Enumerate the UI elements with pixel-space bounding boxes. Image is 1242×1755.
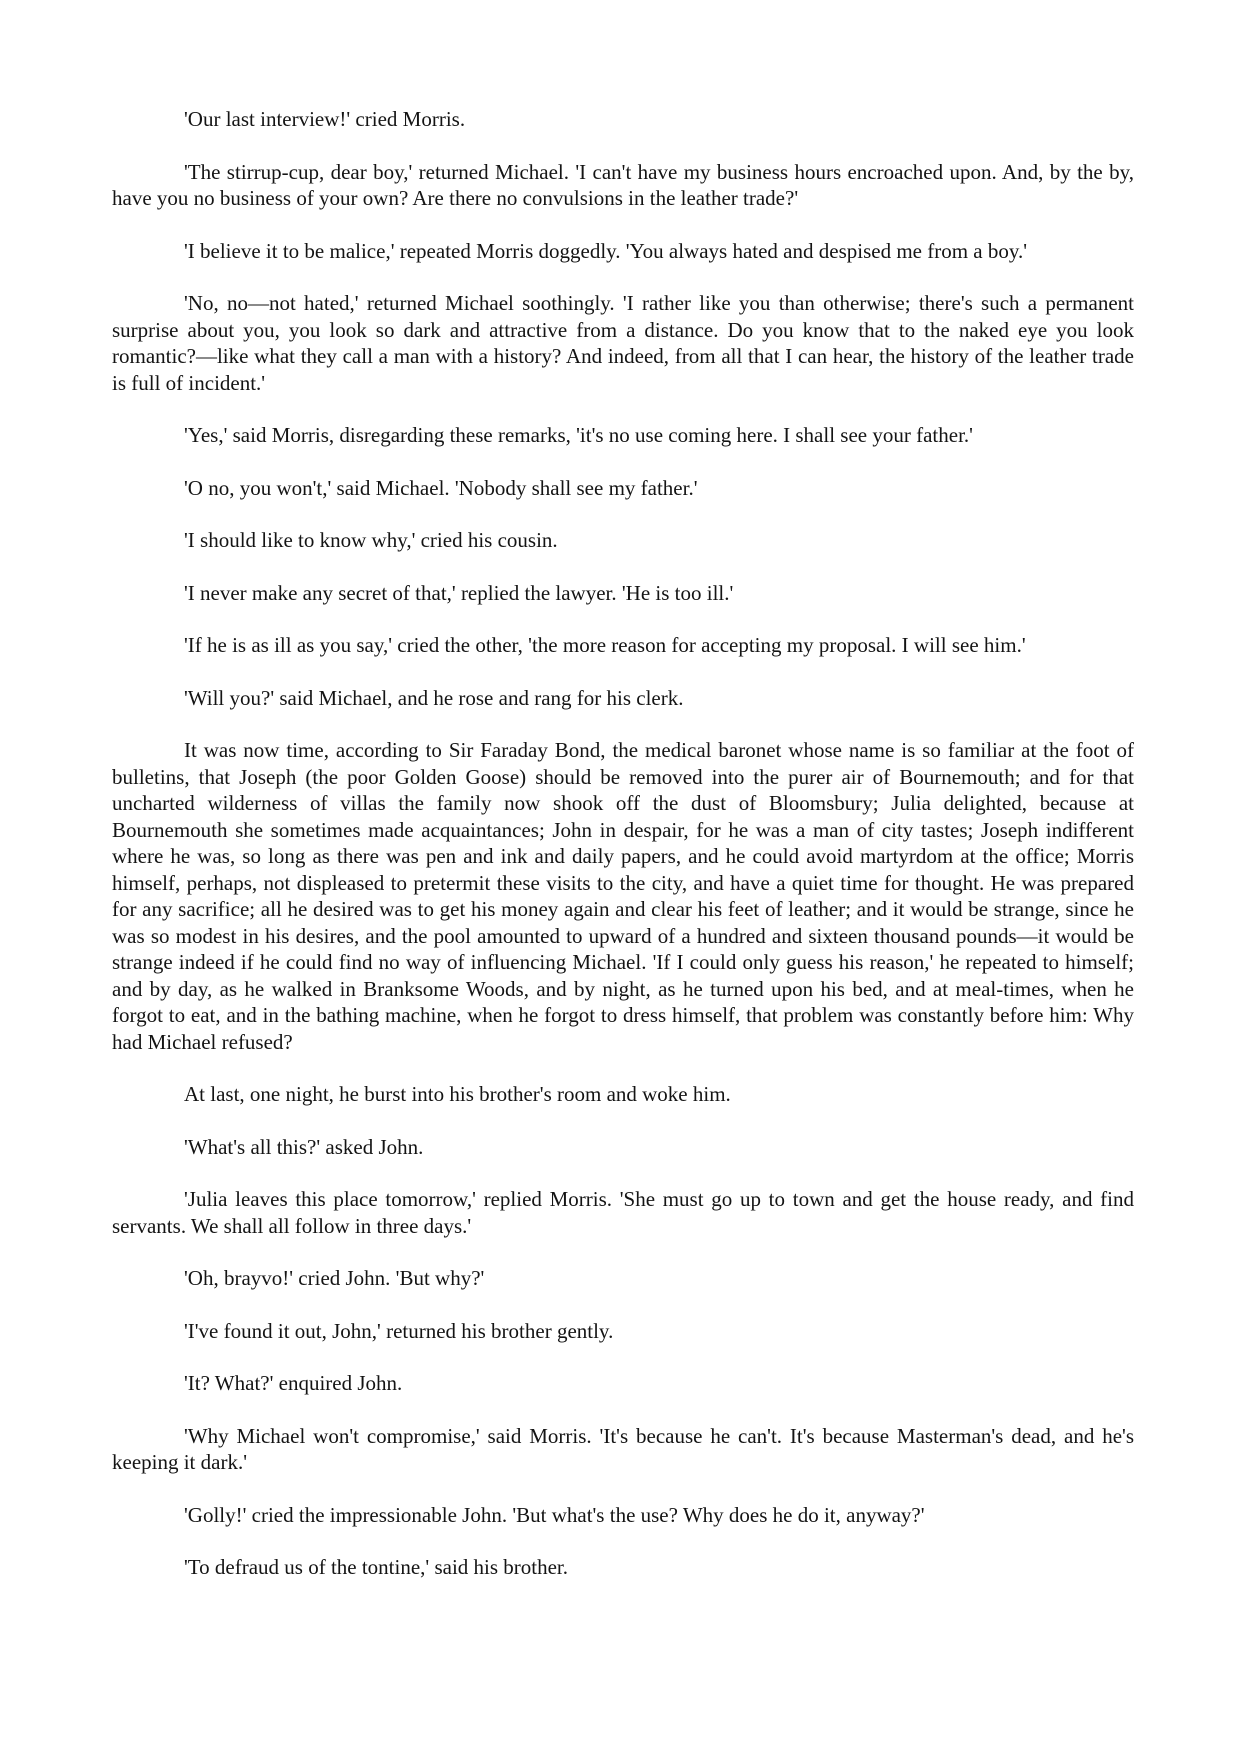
- paragraph: 'If he is as ill as you say,' cried the other, 'the more reason for accepting my proposal. I will see him.': [184, 633, 1026, 657]
- paragraph: 'I believe it to be malice,' repeated Morris doggedly. 'You always hated and despised me from a boy.': [184, 238, 1028, 263]
- paragraph: 'To defraud us of the tontine,' said his brother.: [184, 1555, 569, 1579]
- document-page: [112, 106, 1134, 1607]
- paragraph: 'Oh, brayvo!' cried John. 'But why?': [184, 1266, 485, 1290]
- paragraph: 'The stirrup-cup, dear boy,' returned Michael. 'I can't have my business hours encroached upon. And, by the by, have you no business of your own? Are there no convulsions in the leather trade?': [112, 159, 1134, 210]
- paragraph: 'Will you?' said Michael, and he rose and rang for his clerk.: [184, 685, 684, 710]
- paragraph: 'I never make any secret of that,' replied the lawyer. 'He is too ill.': [184, 580, 734, 605]
- paragraph: 'Golly!' cried the impressionable John. 'But what's the use? Why does he do it, anyway?': [184, 1502, 925, 1527]
- paragraph: 'Our last interview!' cried Morris.: [184, 107, 466, 131]
- paragraph: 'Why Michael won't compromise,' said Morris. 'It's because he can't. It's because Masterman's dead, and he's keeping it dark.': [112, 1423, 1134, 1474]
- paragraph: 'O no, you won't,' said Michael. 'Nobody shall see my father.': [184, 475, 698, 500]
- paragraph: 'It? What?' enquired John.: [184, 1371, 403, 1395]
- paragraph: 'No, no—not hated,' returned Michael soothingly. 'I rather like you than otherwise; there's such a permanent surprise about you, you look so dark and attractive from a distance. Do you know that to the naked eye you look romantic?—like what they call a man with a history? And indeed, from all that I can hear, the history of the leather trade is full of incident.': [112, 291, 1134, 395]
- paragraph: 'Julia leaves this place tomorrow,' replied Morris. 'She must go up to town and get the house ready, and find servants. We shall all follow in three days.': [112, 1187, 1134, 1238]
- paragraph: 'What's all this?' asked John.: [184, 1134, 424, 1159]
- paragraph: 'Yes,' said Morris, disregarding these remarks, 'it's no use coming here. I shall see your father.': [184, 423, 973, 447]
- paragraph: 'I should like to know why,' cried his cousin.: [184, 528, 558, 552]
- paragraph: At last, one night, he burst into his brother's room and woke him.: [184, 1082, 731, 1106]
- paragraph: It was now time, according to Sir Faraday Bond, the medical baronet whose name is so familiar at the foot of bulletins, that Joseph (the poor Golden Goose) should be removed into the purer air of Bournemouth; and for that uncharted wilderness of villas the family now shook off the dust of Bloomsbury; Julia delighted, because at Bournemouth she sometimes made acquaintances; John in despair, for he was a man of city tastes; Joseph indifferent where he was, so long as there was pen and ink and daily papers, and he could avoid martyrdom at the office; Morris himself, perhaps, not displeased to pretermit these visits to the city, and have a quiet time for thought. He was prepared for any sacrifice; all he desired was to get his money again and clear his feet of leather; and it would be strange, since he was so modest in his desires, and the pool amounted to upward of a hundred and sixteen thousand pounds—it would be strange indeed if he could find no way of influencing Michael. 'If I could only guess his reason,' he repeated to himself; and by day, as he walked in Branksome Woods, and by night, as he turned upon his bed, and at meal-times, when he forgot to eat, and in the bathing machine, when he forgot to dress himself, that problem was constantly before him: Why had Michael refused?: [112, 738, 1134, 1054]
- paragraph: 'I've found it out, John,' returned his brother gently.: [184, 1318, 614, 1343]
